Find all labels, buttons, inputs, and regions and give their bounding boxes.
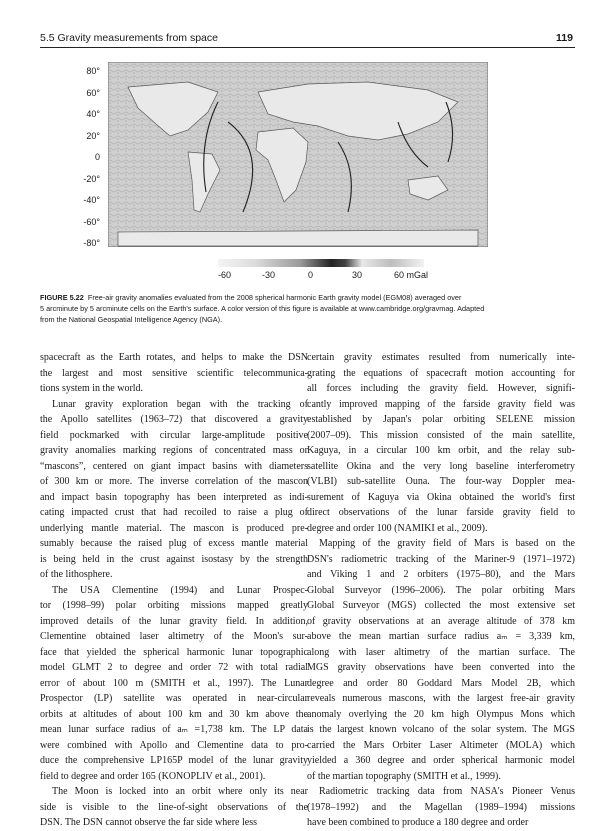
text-line: Kaguya, in a circular 100 km orbit, and the relay sub- — [307, 445, 575, 456]
text-line: the Apollo satellites (1963–72) that discovered a gravity — [40, 414, 308, 425]
colorbar — [218, 259, 424, 267]
text-line: of the martian topography (SMITH et al., 1999). — [307, 770, 501, 782]
text-line: of 300 km or more. The inverse correlation of the mascon — [40, 476, 308, 487]
text-line: have been combined to produce a 180 degree and order — [307, 817, 529, 828]
text-line: degree and order 100 (NAMIKI et al., 2009). — [307, 522, 488, 534]
text-line: carried the Mars Orbiter Laser Altimeter (MOLA) which — [307, 739, 575, 751]
text-line: (VLBI) sub-satellite Ouna. The four-way Doppler mea- — [307, 476, 575, 487]
text-line: were combined with Apollo and Clementine data to pro- — [40, 739, 308, 751]
colorbar-tick-label: -30 — [262, 270, 276, 280]
gravity-anomaly-map — [108, 62, 488, 247]
figure-label: FIGURE 5.22 — [40, 293, 84, 302]
text-line: above the mean martian surface radius aₘ = 3,339 km, — [307, 631, 575, 642]
text-line: anomaly overlying the 20 km high Olympus Mons which — [307, 708, 575, 720]
text-line: and impact basin topography has been interpreted as indi- — [40, 491, 308, 503]
text-line: the largest and most sensitive scientific telecommunica- — [40, 367, 308, 379]
text-line: of gravity observations at an average altitude of 378 km — [307, 615, 575, 627]
text-line: The USA Clementine (1994) and Lunar Prospec- — [52, 584, 308, 596]
caption-text: Free-air gravity anomalies evaluated from the 2008 spherical harmonic Earth gravity model (EGM08) averaged over — [87, 293, 462, 302]
text-line: cantly improved mapping of the farside gravity field was — [307, 398, 575, 410]
text-line: The Moon is locked into an orbit where only its near — [52, 786, 308, 797]
text-line: (1978–1992) and the Magellan (1989–1994) missions — [307, 801, 575, 813]
text-line: established by Japan's polar orbiting SELENE mission — [307, 414, 575, 425]
text-line: Global Surveyor (MGS) collected the most extensive set — [307, 600, 575, 611]
text-line: satellite Okina and the very long baseline interferometry — [307, 460, 575, 472]
right-text-column — [307, 350, 575, 831]
text-line: grating the equations of spacecraft motion accounting for — [307, 367, 575, 379]
text-line: DSN. The DSN cannot observe the far side where less — [40, 817, 257, 828]
antarctica-landmass — [118, 230, 478, 246]
text-line: improved details of the lunar gravity field. In addition, — [40, 615, 308, 627]
text-line: duce the comprehensive LP165P model of the lunar gravity — [40, 755, 308, 766]
text-line: underlying mantle material. The mascon is produced pre- — [40, 522, 308, 534]
running-header — [0, 0, 615, 48]
figure-caption — [40, 292, 575, 325]
text-line: surement of Kaguya via Okina obtained the world's first — [307, 491, 575, 503]
text-line: sumably because the raised plug of excess mantle material — [40, 538, 308, 549]
text-line: error of about 100 m (SMITH et al., 1997). The Lunar — [40, 677, 308, 689]
text-line: “mascons”, centered on giant impact basins with diameters — [40, 460, 308, 472]
text-line: Lunar gravity exploration began with the tracking of — [52, 398, 308, 410]
text-line: is being held in the crust against isostasy by the strength — [40, 553, 308, 565]
text-line: MGS gravity observations have been converted into the — [307, 662, 575, 673]
caption-line — [40, 292, 575, 303]
text-line: model GLMT 2 to degree and order 72 with total radial — [40, 662, 308, 673]
colorbar-tick-label: 60 mGal — [394, 270, 429, 280]
text-line: spacecraft as the Earth rotates, and helps to make the DSN — [40, 352, 308, 363]
text-line: Global Surveyor (1996–2006). The polar orbiting Mars — [307, 584, 575, 596]
text-line: is the largest known volcano of the solar system. The MGS — [307, 724, 575, 735]
text-line: Mapping of the gravity field of Mars is based on the — [319, 538, 575, 549]
text-line: DSN's radiometric tracking of the Mariner-9 (1971–1972) — [307, 553, 575, 565]
latitude-tick-label: -60° — [83, 216, 100, 227]
text-line: Radiometric tracking data from NASA's Pioneer Venus — [319, 786, 575, 797]
page-number: 119 — [556, 32, 573, 44]
text-line: direct observations of the lunar farside gravity field to — [307, 507, 575, 518]
text-line: cating impacted crust that had recoiled to raise a plug of — [40, 507, 308, 518]
latitude-tick-label: 60° — [86, 87, 100, 98]
latitude-tick-label: -20° — [83, 173, 100, 184]
text-line: side is visible to the line-of-sight observations of the — [40, 801, 308, 813]
text-line: certain gravity estimates resulted from numerically inte- — [307, 352, 575, 363]
caption-line: from the National Geospatial Intelligence Agency (NGA). — [40, 315, 223, 324]
latitude-tick-label: -40° — [83, 195, 100, 205]
text-line: mean lunar surface radius of aₘ =1,738 km. The LP data — [40, 724, 308, 735]
latitude-tick-label: 0 — [94, 152, 100, 162]
text-line: face that yielded the spherical harmonic lunar topographic — [40, 646, 308, 658]
text-line: reveals numerous mascons, with the largest free-air gravity — [307, 693, 575, 704]
text-line: all forces including the gravity field. However, signifi- — [307, 383, 575, 394]
header-rule — [40, 47, 575, 48]
text-line: along with laser altimetry of the martian surface. The — [307, 646, 575, 658]
text-line: tions system in the world. — [40, 383, 144, 394]
text-line: Prospector (LP) satellite was operated in near-circular — [40, 693, 308, 704]
latitude-tick-label: -80° — [83, 238, 100, 248]
text-line: tor (1998–99) polar orbiting missions mapped greatly — [40, 600, 308, 611]
text-line: field pockmarked with circular large-amplitude positive — [40, 429, 308, 441]
latitude-tick-label: 80° — [86, 66, 100, 76]
section-title: 5.5 Gravity measurements from space — [40, 32, 218, 44]
colorbar-tick-label: 0 — [308, 270, 314, 280]
text-line: field to degree and order 165 (KONOPLIV et al., 2001). — [40, 770, 266, 782]
text-line: and Viking 1 and 2 orbiters (1975–80), and the Mars — [307, 569, 575, 580]
latitude-tick-label: 20° — [86, 130, 100, 141]
text-line: gravity anomalies marking regions of concentrated mass or — [40, 445, 308, 456]
text-line: yielded a 360 degree and order spherical harmonic model — [307, 755, 575, 766]
text-line: Clementine obtained laser altimetry of the Moon's sur- — [40, 631, 308, 642]
left-text-column — [40, 350, 308, 831]
caption-line: 5 arcminute by 5 arcminute cells on the Earth's surface. A color version of this figure is available at www.cambridge.org/gravmag. Adapted — [40, 304, 485, 313]
latitude-tick-label: 40° — [86, 109, 100, 119]
text-line: degree and order 80 Goddard Mars Model 2B, which — [307, 677, 575, 689]
text-line: (2007–09). This mission consisted of the main satellite, — [307, 429, 575, 441]
colorbar-tick-label: 30 — [352, 270, 363, 280]
text-line: orbits at altitudes of about 100 km and 30 km above the — [40, 708, 308, 720]
colorbar-tick-label: -60 — [218, 270, 232, 280]
text-line: of the lithosphere. — [40, 569, 113, 580]
